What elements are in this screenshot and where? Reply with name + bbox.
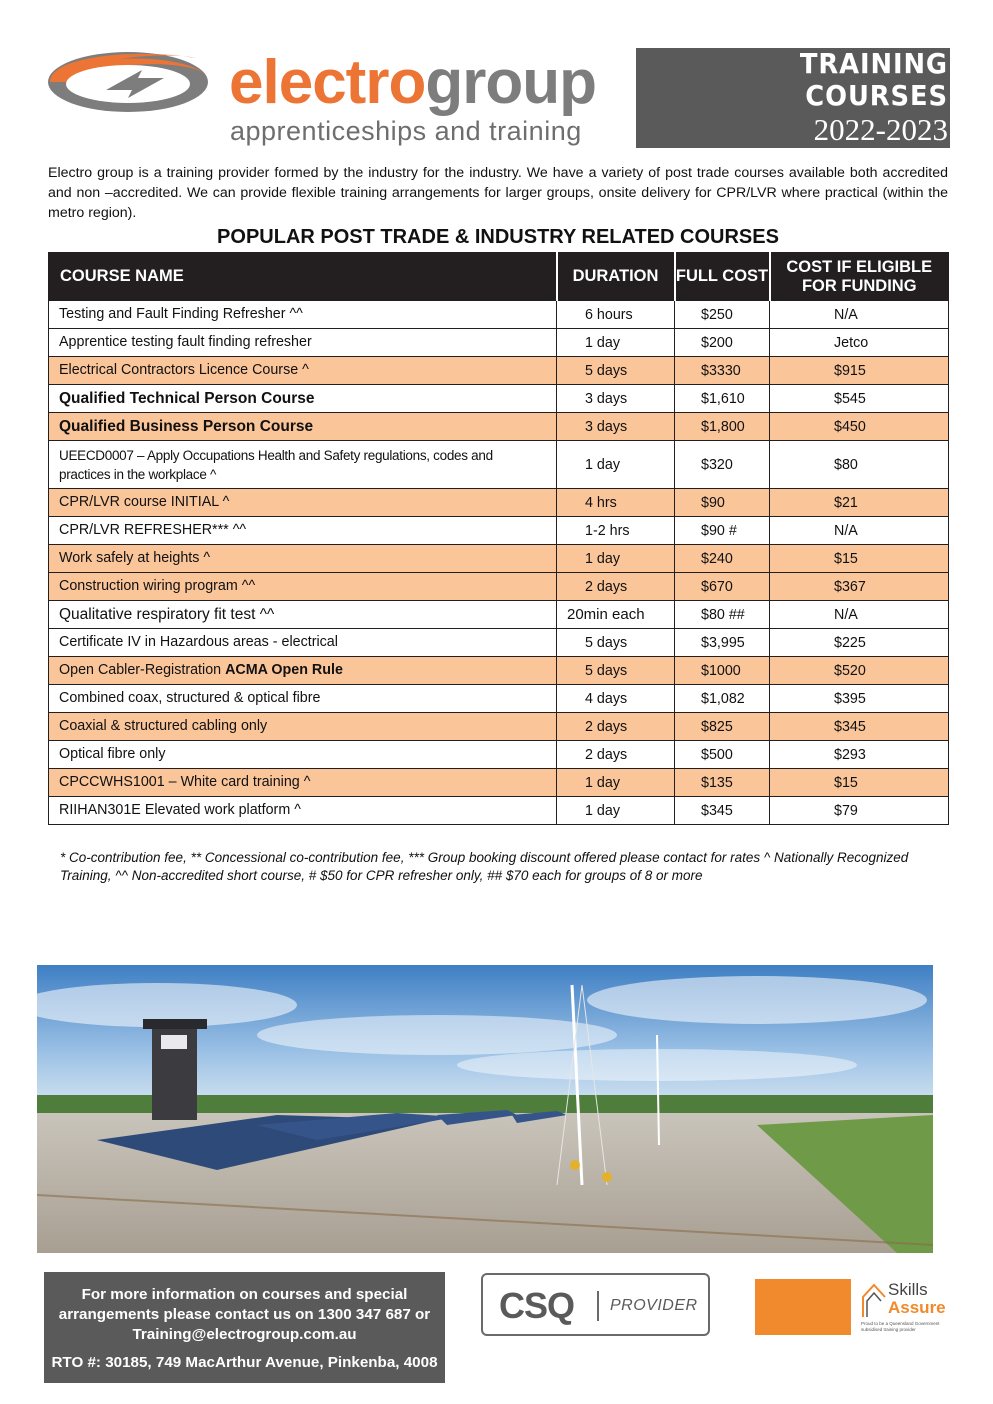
full-cost-cell: $345 (675, 797, 770, 825)
title-main: TRAINING COURSES (799, 47, 948, 112)
course-name-cell: Electrical Contractors Licence Course ^ (49, 357, 557, 385)
csq-logo-word: CSQ (499, 1285, 575, 1326)
funding-cost-cell: $520 (770, 657, 949, 685)
duration-cell: 1 day (557, 545, 675, 573)
table-row (49, 301, 949, 329)
title-years: 2022-2023 (813, 112, 948, 147)
course-name-prefix: Open Cabler-Registration (59, 662, 226, 678)
duration-cell: 20min each (557, 601, 675, 629)
full-cost-cell: $1000 (675, 657, 770, 685)
duration-cell: 1-2 hrs (557, 517, 675, 545)
funding-cost-cell: $79 (770, 797, 949, 825)
course-name-cell: Qualitative respiratory fit test ^^ (49, 601, 557, 629)
full-cost-cell: $3330 (675, 357, 770, 385)
duration-cell: 3 days (557, 385, 675, 413)
funding-cost-cell: $345 (770, 713, 949, 741)
duration-cell: 5 days (557, 629, 675, 657)
skills-word: Skills (888, 1280, 928, 1299)
table-row (49, 629, 949, 657)
course-name-cell: Work safely at heights ^ (49, 545, 557, 573)
rto-address: RTO #: 30185, 749 MacArthur Avenue, Pinkenba, 4008 (51, 1354, 438, 1371)
full-cost-cell: $1,610 (675, 385, 770, 413)
table-row (49, 657, 949, 685)
course-name-cell: Coaxial & structured cabling only (49, 713, 557, 741)
funding-cost-cell: $15 (770, 545, 949, 573)
electrogroup-logo-mark-icon (46, 46, 211, 116)
funding-cost-cell: Jetco (770, 329, 949, 357)
duration-cell: 5 days (557, 657, 675, 685)
duration-cell: 4 hrs (557, 489, 675, 517)
courses-table (48, 252, 949, 825)
table-row (49, 385, 949, 413)
full-cost-cell: $670 (675, 573, 770, 601)
course-name-cell: Apprentice testing fault finding refresher (49, 329, 557, 357)
table-row (49, 573, 949, 601)
brand-subtitle: apprenticeships and training (230, 116, 582, 146)
funding-cost-cell: $80 (770, 441, 949, 489)
contact-line2: arrangements please contact us on 1300 347 687 or (58, 1306, 431, 1323)
funding-cost-cell: $293 (770, 741, 949, 769)
table-row (49, 489, 949, 517)
table-row (49, 545, 949, 573)
footnote: * Co-contribution fee, ** Concessional co-contribution fee, *** Group booking discount offered please contact for rates ^ Nationally Recognized Training, ^^ Non-accredited short course, # $50 for CPR refresher only, ## $70 each for groups of 8 or more (60, 850, 909, 883)
funding-cost-cell: N/A (770, 301, 949, 329)
course-name-cell: Certificate IV in Hazardous areas - electrical (49, 629, 557, 657)
duration-cell: 3 days (557, 413, 675, 441)
skills-assure-orange-block (755, 1279, 851, 1335)
full-cost-cell: $320 (675, 441, 770, 489)
header-course-name: COURSE NAME (49, 253, 557, 301)
course-name-cell: Qualified Business Person Course (49, 413, 557, 441)
funding-cost-cell: N/A (770, 601, 949, 629)
course-name-cell: CPR/LVR course INITIAL ^ (49, 489, 557, 517)
funding-cost-cell: $545 (770, 385, 949, 413)
duration-cell: 5 days (557, 357, 675, 385)
csq-logo-divider (597, 1291, 599, 1321)
table-row (49, 769, 949, 797)
contact-email[interactable]: Training@electrogroup.com.au (132, 1326, 357, 1343)
intro-paragraph: Electro group is a training provider formed by the industry for the industry. We have a variety of post trade courses available both accredited and non –accredited. We can provide flexible training arrangements for larger groups, onsite delivery for CPR/LVR where practical (within the metro region). (48, 165, 948, 221)
full-cost-cell: $90 (675, 489, 770, 517)
funding-cost-cell: $395 (770, 685, 949, 713)
full-cost-cell: $90 # (675, 517, 770, 545)
brand-name (229, 46, 596, 120)
course-name-cell (49, 657, 557, 685)
duration-cell: 4 days (557, 685, 675, 713)
course-name-cell: Construction wiring program ^^ (49, 573, 557, 601)
table-row (49, 713, 949, 741)
funding-cost-cell: $367 (770, 573, 949, 601)
table-row (49, 357, 949, 385)
skills-assure-house-icon (861, 1281, 887, 1319)
brand-name-part2: group (425, 48, 596, 117)
funding-cost-cell: $450 (770, 413, 949, 441)
funding-cost-cell: $915 (770, 357, 949, 385)
course-name-cell: Optical fibre only (49, 741, 557, 769)
full-cost-cell: $250 (675, 301, 770, 329)
course-name-cell: Qualified Technical Person Course (49, 385, 557, 413)
full-cost-cell: $240 (675, 545, 770, 573)
skills-assure-tagline: Proud to be a Queensland Government subsidised training provider (861, 1321, 940, 1332)
course-name-cell: CPCCWHS1001 – White card training ^ (49, 769, 557, 797)
funding-cost-cell: $225 (770, 629, 949, 657)
duration-cell: 1 day (557, 797, 675, 825)
duration-cell: 2 days (557, 713, 675, 741)
csq-logo-provider: PROVIDER (610, 1297, 698, 1314)
funding-cost-cell: $21 (770, 489, 949, 517)
header-full-cost: FULL COST (675, 253, 770, 301)
duration-cell: 2 days (557, 741, 675, 769)
skills-assure-logo (755, 1279, 945, 1337)
brand-name-part1: electro (229, 48, 426, 117)
funding-cost-cell: $15 (770, 769, 949, 797)
duration-cell: 1 day (557, 329, 675, 357)
full-cost-cell: $3,995 (675, 629, 770, 657)
duration-cell: 1 day (557, 769, 675, 797)
course-name-cell: UEECD0007 – Apply Occupations Health and Safety regulations, codes and practices in the workplace ^ (49, 441, 557, 489)
section-title: POPULAR POST TRADE & INDUSTRY RELATED COURSES (217, 226, 779, 248)
full-cost-cell: $1,082 (675, 685, 770, 713)
funding-cost-cell: N/A (770, 517, 949, 545)
header-funding-cost (770, 253, 949, 301)
duration-cell: 6 hours (557, 301, 675, 329)
table-row (49, 685, 949, 713)
full-cost-cell: $500 (675, 741, 770, 769)
full-cost-cell: $200 (675, 329, 770, 357)
duration-cell: 2 days (557, 573, 675, 601)
full-cost-cell: $825 (675, 713, 770, 741)
table-row (49, 601, 949, 629)
full-cost-cell: $135 (675, 769, 770, 797)
course-name-cell: Combined coax, structured & optical fibre (49, 685, 557, 713)
table-row (49, 741, 949, 769)
table-row (49, 413, 949, 441)
full-cost-cell: $80 ## (675, 601, 770, 629)
contact-line1: For more information on courses and special (81, 1286, 408, 1303)
electrogroup-logo (44, 44, 604, 154)
course-name-cell: RIIHAN301E Elevated work platform ^ (49, 797, 557, 825)
header-duration: DURATION (557, 253, 675, 301)
training-facility-photo (37, 965, 933, 1253)
table-header-row (49, 253, 949, 301)
table-row (49, 517, 949, 545)
header-funding-line1: COST IF ELIGIBLE (786, 257, 933, 276)
course-name-cell: Testing and Fault Finding Refresher ^^ (49, 301, 557, 329)
course-name-cell: CPR/LVR REFRESHER*** ^^ (49, 517, 557, 545)
assure-word: Assure (888, 1298, 946, 1317)
csq-logo (481, 1273, 710, 1336)
course-name-bold: ACMA Open Rule (225, 662, 343, 678)
table-row (49, 329, 949, 357)
duration-cell: 1 day (557, 441, 675, 489)
contact-box (44, 1272, 445, 1383)
header-funding-line2: FOR FUNDING (801, 276, 917, 295)
title-box (636, 47, 950, 165)
table-row (49, 797, 949, 825)
table-row (49, 441, 949, 489)
full-cost-cell: $1,800 (675, 413, 770, 441)
title-prices-note: Prices correct as at Sept 2022 (797, 151, 948, 165)
